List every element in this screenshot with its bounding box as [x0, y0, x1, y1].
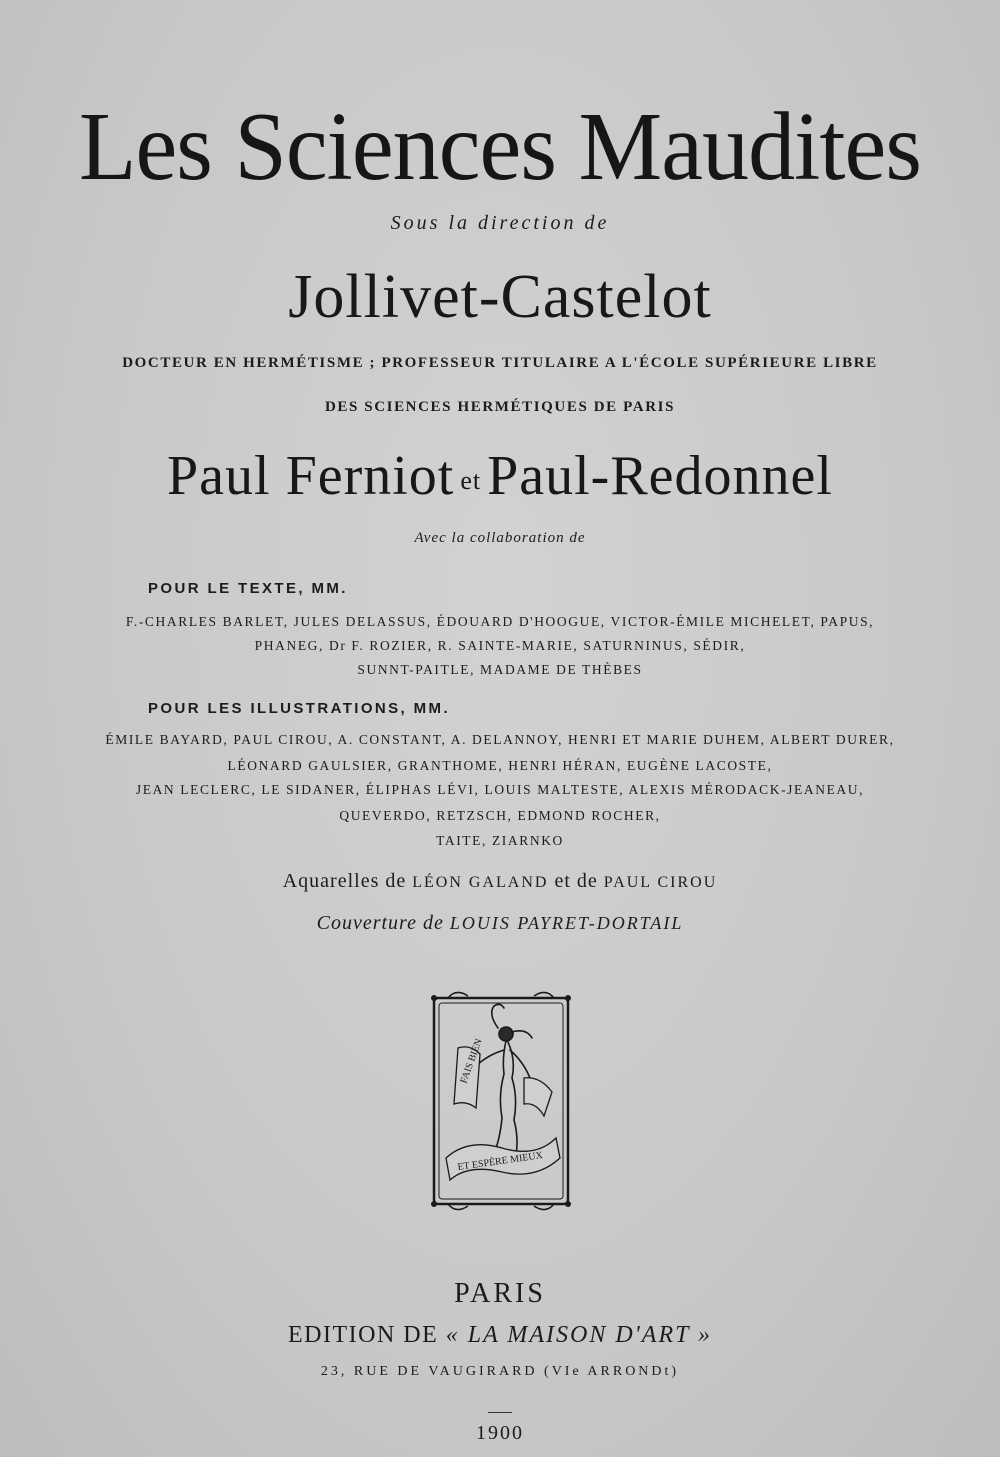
text-contributors-line: SUNNT-PAITLE, MADAME DE THÈBES: [357, 662, 643, 677]
text-section-heading: POUR LE TEXTE, MM.: [148, 580, 348, 597]
credentials-line-2: DES SCIENCES HERMÉTIQUES DE PARIS: [324, 399, 676, 415]
illustrators-line: QUEVERDO, RETZSCH, EDMOND ROCHER,: [339, 808, 661, 823]
imprint-city: PARIS: [454, 1278, 546, 1309]
collaboration-label: Avec la collaboration de: [414, 530, 586, 546]
emblem-motto-bottom: ET ESPÈRE MIEUX: [456, 1150, 544, 1173]
imprint-address: 23, RUE DE VAUGIRARD (VIe ARRONDt): [320, 1364, 680, 1379]
publisher-emblem: [428, 988, 574, 1214]
aquarelles-artist-2: PAUL CIROU: [603, 874, 718, 891]
illustrators-line: ÉMILE BAYARD, PAUL CIROU, A. CONSTANT, A. DELANNOY, HENRI ET MARIE DUHEM, ALBERT DURER,: [105, 732, 895, 747]
illustrators-line: LÉONARD GAULSIER, GRANTHOME, HENRI HÉRAN, EUGÈNE LACOSTE,: [227, 758, 773, 773]
cover-prefix: Couverture de: [316, 912, 444, 934]
illustrations-section-heading: POUR LES ILLUSTRATIONS, MM.: [148, 700, 451, 717]
cover-credit: [0, 912, 1000, 935]
author-conjunction: et: [460, 466, 482, 496]
imprint-publisher: [0, 1322, 1000, 1349]
direction-label: Sous la direction de: [390, 212, 610, 234]
cover-artist: LOUIS PAYRET-DORTAIL: [449, 913, 684, 933]
book-title: Les Sciences Maudites: [78, 93, 921, 201]
emblem-motto-top: FAIS BIEN: [458, 1037, 485, 1086]
publisher-prefix: EDITION DE: [287, 1322, 439, 1348]
aquarelles-artist-1: LÉON GALAND: [412, 874, 549, 891]
publisher-name: « LA MAISON D'ART »: [445, 1322, 713, 1348]
director-name: Jollivet-Castelot: [288, 263, 712, 331]
illustrators-line: TAITE, ZIARNKO: [436, 833, 564, 848]
divider-rule: [488, 1412, 512, 1413]
aquarelles-joiner: et de: [554, 870, 598, 892]
text-contributors-line: PHANEG, Dr F. ROZIER, R. SAINTE-MARIE, SATURNINUS, SÉDIR,: [254, 638, 746, 653]
text-contributors-line: F.-CHARLES BARLET, JULES DELASSUS, ÉDOUARD D'HOOGUE, VICTOR-ÉMILE MICHELET, PAPUS,: [125, 614, 875, 629]
imprint-year: 1900: [476, 1422, 524, 1444]
credentials-line-1: DOCTEUR EN HERMÉTISME ; PROFESSEUR TITULAIRE A L'ÉCOLE SUPÉRIEURE LIBRE: [122, 355, 878, 371]
author-first: Paul Ferniot: [167, 445, 455, 507]
illustrators-line: JEAN LECLERC, LE SIDANER, ÉLIPHAS LÉVI, LOUIS MALTESTE, ALEXIS MÉRODACK-JEANEAU,: [135, 782, 865, 797]
aquarelles-prefix: Aquarelles de: [282, 870, 407, 892]
aquarelles-credit: [0, 870, 1000, 893]
author-second: Paul-Redonnel: [487, 445, 833, 507]
authors: [0, 443, 1000, 514]
